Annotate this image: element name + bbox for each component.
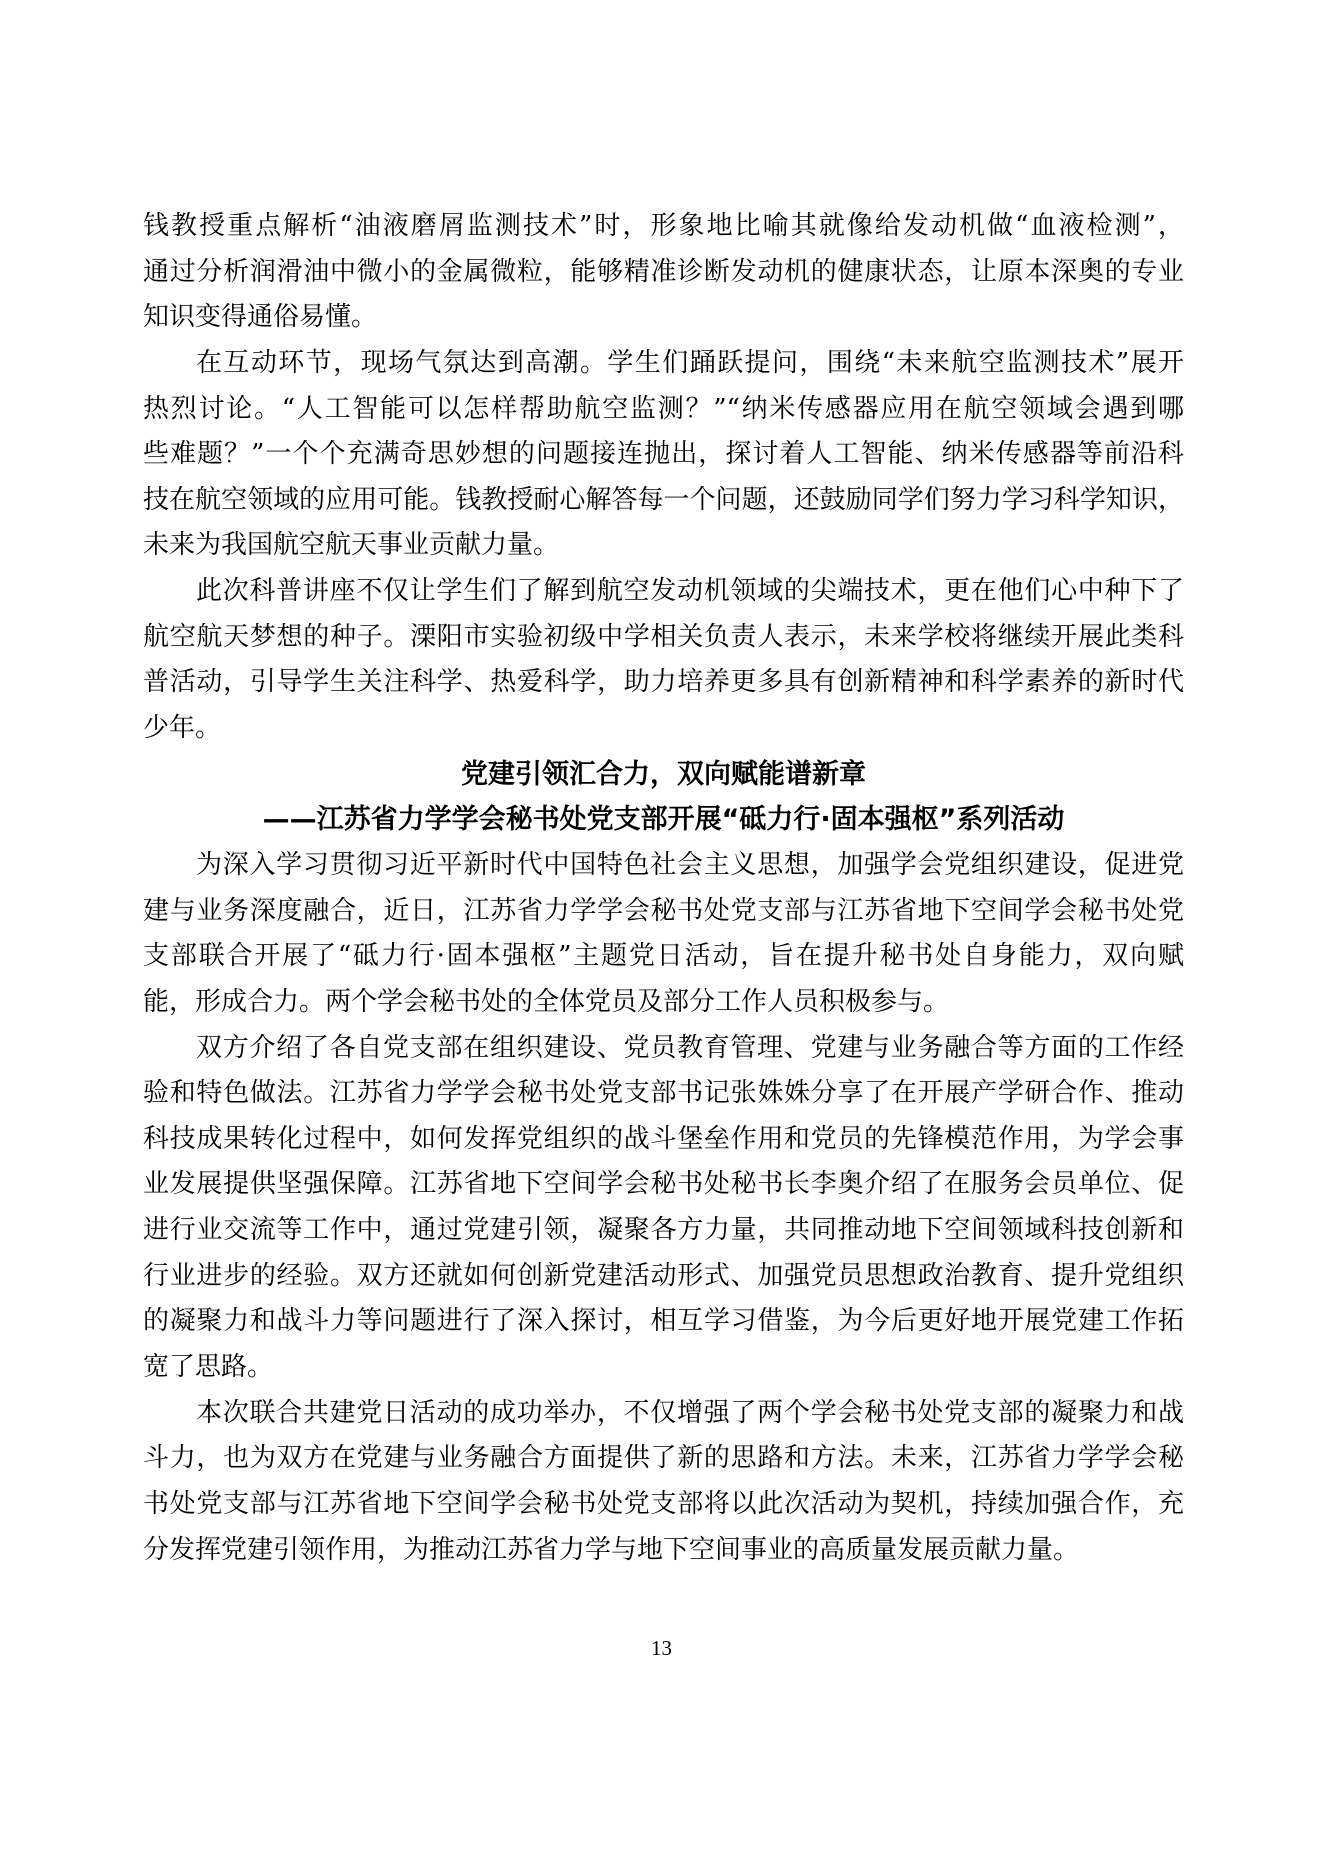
article-subtitle: ——江苏省力学学会秘书处党支部开展“砥力行·固本强枢”系列活动 xyxy=(262,804,1065,836)
article-body xyxy=(143,843,1184,1573)
text-line: 分发挥党建引领作用，为推动江苏省力学与地下空间事业的高质量发展贡献力量。 xyxy=(143,1534,1080,1565)
text-line: 行业进步的经验。双方还就如何创新党建活动形式、加强党员思想政治教育、提升党组织 xyxy=(143,1260,1184,1291)
text-line: 能，形成合力。两个学会秘书处的全体党员及部分工作人员积极参与。 xyxy=(143,986,950,1017)
text-line: 科技成果转化过程中，如何发挥党组织的战斗堡垒作用和党员的先锋模范作用，为学会事 xyxy=(143,1123,1184,1154)
text-line: 航空航天梦想的种子。溧阳市实验初级中学相关负责人表示，未来学校将继续开展此类科 xyxy=(143,621,1184,652)
paragraph xyxy=(143,569,1184,752)
text-line: 知识变得通俗易懂。 xyxy=(143,302,378,333)
text-line: 为深入学习贯彻习近平新时代中国特色社会主义思想，加强学会党组织建设，促进党 xyxy=(196,849,1184,880)
paragraph xyxy=(143,341,1184,569)
text-line: 进行业交流等工作中，通过党建引领，凝聚各方力量，共同推动地下空间领域科技创新和 xyxy=(143,1215,1184,1246)
previous-article-continuation xyxy=(143,204,1184,752)
text-line: 此次科普讲座不仅让学生们了解到航空发动机领域的尖端技术，更在他们心中种下了 xyxy=(196,576,1184,607)
document-page xyxy=(143,204,1184,1573)
text-line: 业发展提供坚强保障。江苏省地下空间学会秘书处秘书长李奥介绍了在服务会员单位、促 xyxy=(143,1169,1184,1200)
text-line: 热烈讨论。“人工智能可以怎样帮助航空监测？”“纳米传感器应用在航空领域会遇到哪 xyxy=(143,393,1184,424)
text-line: 本次联合共建党日活动的成功举办，不仅增强了两个学会秘书处党支部的凝聚力和战 xyxy=(196,1397,1184,1428)
text-line: 在互动环节，现场气氛达到高潮。学生们踊跃提问，围绕“未来航空监测技术”展开 xyxy=(196,347,1184,378)
paragraph xyxy=(143,1391,1184,1574)
paragraph xyxy=(143,204,1184,341)
text-line: 通过分析润滑油中微小的金属微粒，能够精准诊断发动机的健康状态，让原本深奥的专业 xyxy=(143,256,1184,287)
paragraph xyxy=(143,843,1184,1026)
text-line: 宽了思路。 xyxy=(143,1352,274,1383)
text-line: 钱教授重点解析“油液磨屑监测技术”时，形象地比喻其就像给发动机做“血液检测”， xyxy=(143,211,1184,241)
text-line: 验和特色做法。江苏省力学学会秘书处党支部书记张姝姝分享了在开展产学研合作、推动 xyxy=(143,1078,1184,1109)
text-line: 少年。 xyxy=(143,713,222,744)
text-line: 的凝聚力和战斗力等问题进行了深入探讨，相互学习借鉴，为今后更好地开展党建工作拓 xyxy=(143,1306,1184,1337)
page-number: 13 xyxy=(651,1636,672,1660)
text-line: 未来为我国航空航天事业贡献力量。 xyxy=(143,530,560,561)
paragraph xyxy=(143,1026,1184,1391)
text-line: 斗力，也为双方在党建与业务融合方面提供了新的思路和方法。未来，江苏省力学学会秘 xyxy=(143,1443,1184,1474)
article-title: 党建引领汇合力，双向赋能谱新章 xyxy=(461,758,866,790)
text-line: 书处党支部与江苏省地下空间学会秘书处党支部将以此次活动为契机，持续加强合作，充 xyxy=(143,1488,1184,1519)
text-line: 些难题？”一个个充满奇思妙想的问题接连抛出，探讨着人工智能、纳米传感器等前沿科 xyxy=(143,439,1184,470)
text-line: 技在航空领域的应用可能。钱教授耐心解答每一个问题，还鼓励同学们努力学习科学知识， xyxy=(143,484,1184,515)
text-line: 普活动，引导学生关注科学、热爱科学，助力培养更多具有创新精神和科学素养的新时代 xyxy=(143,667,1184,698)
text-line: 双方介绍了各自党支部在组织建设、党员教育管理、党建与业务融合等方面的工作经 xyxy=(196,1032,1184,1063)
text-line: 建与业务深度融合，近日，江苏省力学学会秘书处党支部与江苏省地下空间学会秘书处党 xyxy=(143,895,1184,926)
text-line: 支部联合开展了“砥力行·固本强枢”主题党日活动，旨在提升秘书处自身能力，双向赋 xyxy=(143,941,1184,972)
